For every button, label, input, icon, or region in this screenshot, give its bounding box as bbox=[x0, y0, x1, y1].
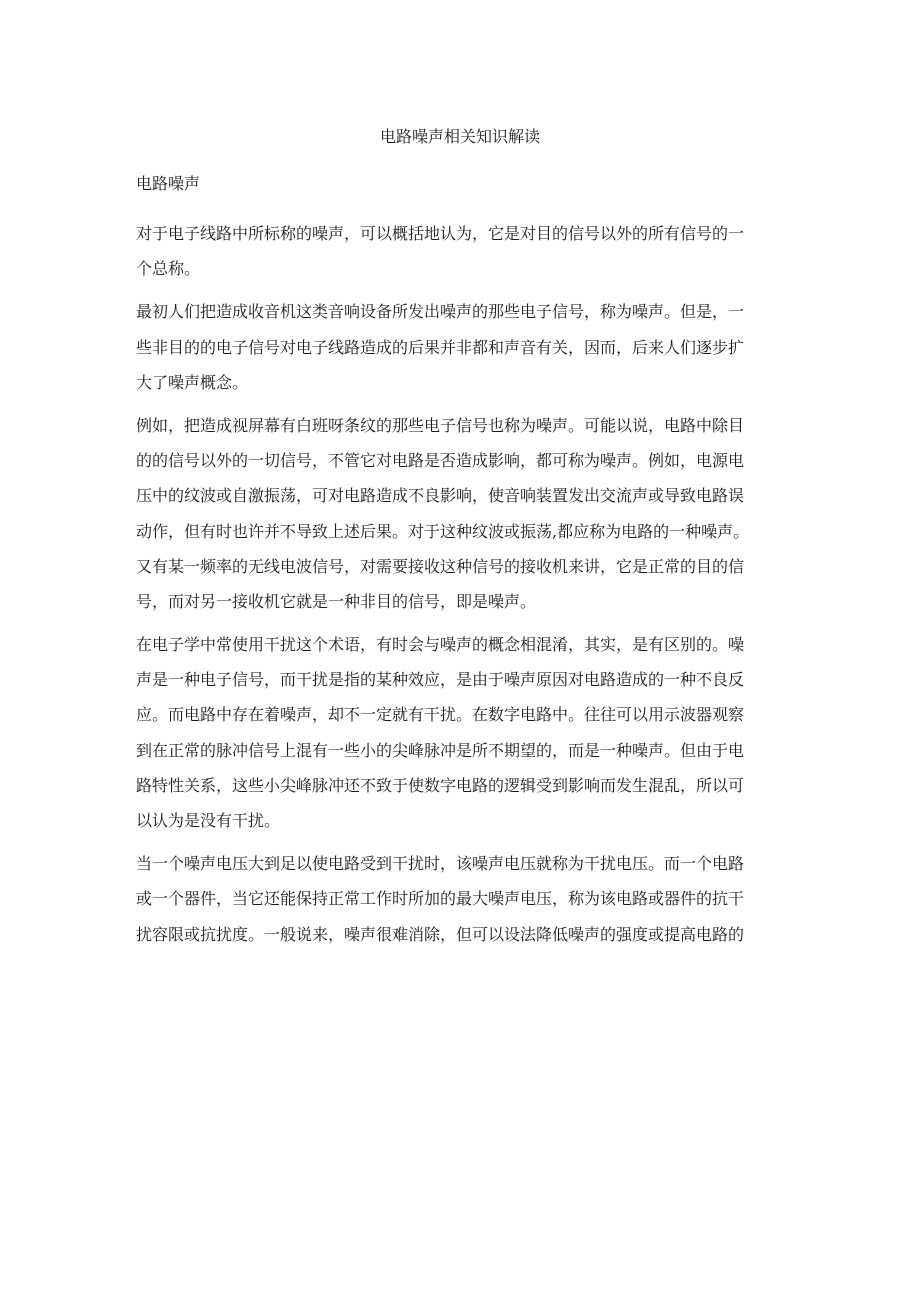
text-line: 当一个噪声电压大到足以使电路受到干扰时，该噪声电压就称为干扰电压。而一个电路 bbox=[136, 854, 745, 874]
text-line: 动作，但有时也许并不导致上述后果。对于这种纹波或振荡,都应称为电路的一种噪声。 bbox=[136, 521, 750, 541]
text-line: 最初人们把造成收音机这类音响设备所发出噪声的那些电子信号，称为噪声。但是，一 bbox=[136, 302, 745, 322]
paragraph bbox=[136, 216, 798, 286]
document-title: 电路噪声相关知识解读 bbox=[379, 127, 540, 146]
text-line: 例如，把造成视屏幕有白班呀条纹的那些电子信号也称为噪声。可能以说，电路中除目 bbox=[136, 415, 745, 435]
text-line: 或一个器件，当它还能保持正常工作时所加的最大噪声电压，称为该电路或器件的抗干 bbox=[136, 889, 745, 909]
text-line: 在电子学中常使用干扰这个术语，有时会与噪声的概念相混淆，其实，是有区别的。噪 bbox=[136, 635, 745, 655]
text-line: 应。而电路中存在着噪声，却不一定就有干扰。在数字电路中。往往可以用示波器观察 bbox=[136, 705, 745, 725]
text-line: 压中的纹波或自激振荡，可对电路造成不良影响，使音响装置发出交流声或导致电路误 bbox=[136, 486, 745, 506]
text-line: 的的信号以外的一切信号，不管它对电路是否造成影响，都可称为噪声。例如，电源电 bbox=[136, 451, 745, 471]
text-line: 个总称。 bbox=[136, 259, 201, 279]
paragraph bbox=[136, 294, 798, 400]
text-line: 大了噪声概念。 bbox=[136, 372, 249, 392]
text-line: 又有某一频率的无线电波信号，对需要接收这种信号的接收机来讲，它是正常的目的信 bbox=[136, 556, 745, 576]
paragraph bbox=[136, 408, 798, 619]
text-line: 号，而对另一接收机它就是一种非目的信号，即是噪声。 bbox=[136, 591, 537, 611]
paragraph bbox=[136, 627, 798, 838]
text-line: 扰容限或抗扰度。一般说来，噪声很难消除，但可以设法降低噪声的强度或提高电路的 bbox=[136, 924, 745, 944]
text-line: 到在正常的脉冲信号上混有一些小的尖峰脉冲是所不期望的，而是一种噪声。但由于电 bbox=[136, 740, 745, 760]
text-line: 以认为是没有干扰。 bbox=[136, 811, 281, 830]
paragraph bbox=[136, 846, 798, 952]
text-line: 些非目的的电子信号对电子线路造成的后果并非都和声音有关，因而，后来人们逐步扩 bbox=[136, 337, 745, 357]
text-line: 声是一种电子信号，而干扰是指的某种效应，是由于噪声原因对电路造成的一种不良反 bbox=[136, 670, 745, 690]
section-heading: 电路噪声 bbox=[136, 174, 201, 193]
text-line: 路特性关系，这些小尖峰脉冲还不致于使数字电路的逻辑受到影响而发生混乱，所以可 bbox=[136, 775, 745, 795]
document-body bbox=[136, 216, 798, 960]
text-line: 对于电子线路中所标称的噪声，可以概括地认为，它是对目的信号以外的所有信号的一 bbox=[136, 224, 745, 243]
